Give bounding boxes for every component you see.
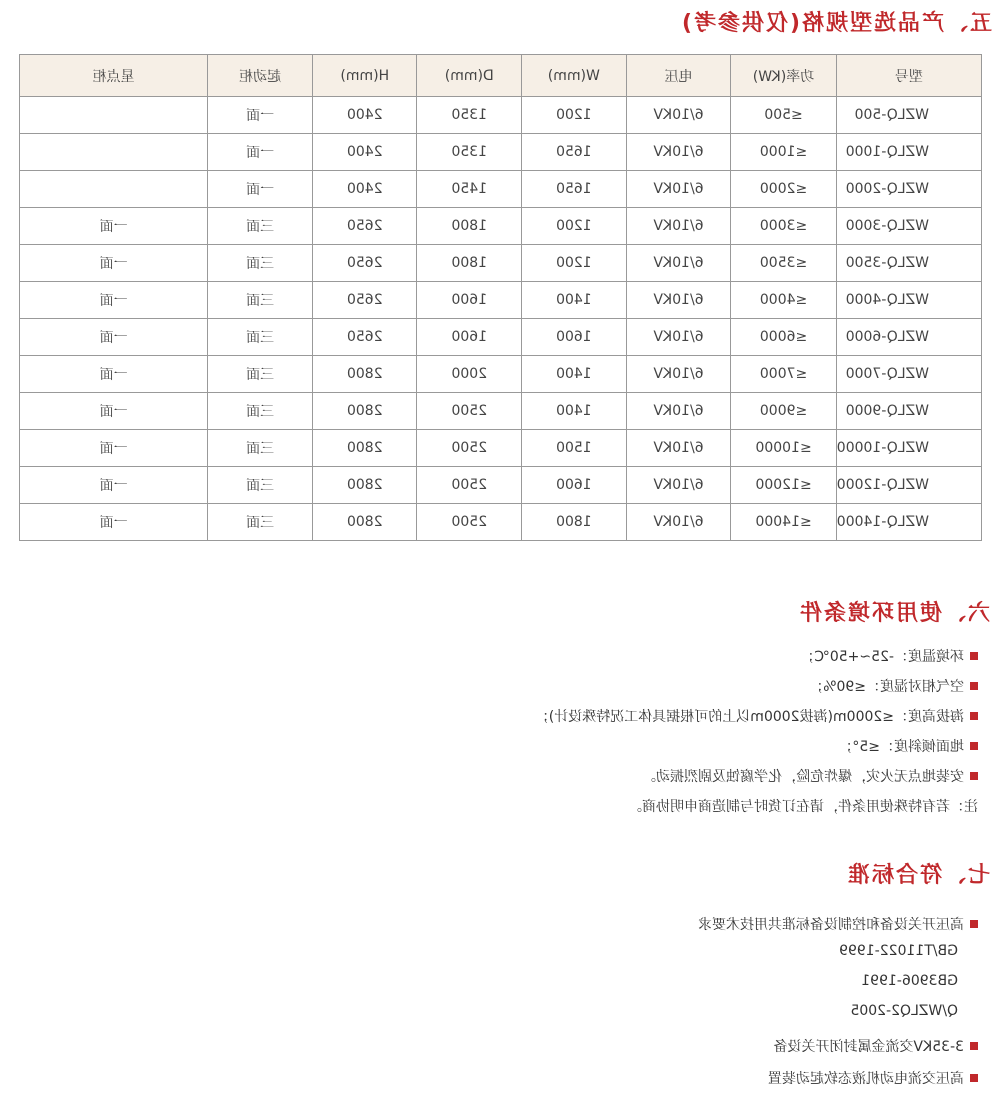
std-code-gbt11022: GB/T11022-1999 [839,943,958,959]
cell-star-point-cabinet [20,97,208,134]
list-item [535,676,978,706]
list-item [698,1036,978,1062]
table-row [20,430,982,467]
cell-voltage: 6/10KV [626,393,731,430]
cell-width: 1200 [521,245,626,282]
standards-list [698,908,978,1094]
bullet-square-icon [970,712,978,720]
spec-section-title: 五、产品选型规格(仅供参考) [679,11,992,36]
cell-model: WZLQ-14000 [836,504,981,541]
cell-star-point-cabinet: 一面 [20,504,208,541]
table-row [20,282,982,319]
cell-model: WZLQ-2000 [836,171,981,208]
cell-voltage: 6/10KV [626,245,731,282]
list-item [698,970,978,1000]
cell-voltage: 6/10KV [626,97,731,134]
table-header-row [20,55,982,97]
list-item [535,736,978,766]
cell-depth: 2500 [417,504,522,541]
bullet-square-icon [970,652,978,660]
table-row [20,356,982,393]
cell-star-point-cabinet: 一面 [20,319,208,356]
bullet-square-icon [970,920,978,928]
table-row [20,171,982,208]
list-item [535,796,978,826]
table-row [20,134,982,171]
std-code-gb3906: GB3906-1991 [861,973,958,989]
table-row [20,208,982,245]
cell-depth: 1350 [417,97,522,134]
cell-height: 2650 [313,208,417,245]
env-section-title: 六、使用环境条件 [797,601,990,626]
cell-power: ≤2000 [731,171,836,208]
bullet-square-icon [970,1042,978,1050]
table-row [20,245,982,282]
cell-starter-cabinet: 三面 [208,356,313,393]
table-row [20,97,982,134]
cell-power: ≤7000 [731,356,836,393]
cell-star-point-cabinet: 一面 [20,245,208,282]
bullet-square-icon [970,682,978,690]
cell-star-point-cabinet: 一面 [20,393,208,430]
header-height: H(mm) [313,55,417,97]
cell-star-point-cabinet: 一面 [20,430,208,467]
cell-width: 1400 [521,356,626,393]
cell-width: 1200 [521,97,626,134]
cell-model: WZLQ-12000 [836,467,981,504]
env-location: 安装地点无火灾，爆炸危险，化学腐蚀及剧烈振动。 [642,769,964,785]
cell-depth: 1450 [417,171,522,208]
std-item-general: 高压开关设备和控制设备标准共用技术要求 [698,917,964,933]
cell-star-point-cabinet: 一面 [20,208,208,245]
cell-height: 2400 [313,97,417,134]
bullet-square-icon [970,1074,978,1082]
cell-starter-cabinet: 三面 [208,504,313,541]
cell-voltage: 6/10KV [626,282,731,319]
cell-depth: 2500 [417,393,522,430]
cell-power: ≤1000 [731,134,836,171]
cell-height: 2650 [313,245,417,282]
cell-depth: 1800 [417,245,522,282]
cell-model: WZLQ-3000 [836,208,981,245]
cell-power: ≤6000 [731,319,836,356]
cell-width: 1650 [521,134,626,171]
header-starter-cabinet: 起动柜 [208,55,313,97]
table-row [20,504,982,541]
env-slope: 地面倾斜度：≤5°； [838,739,964,755]
cell-width: 1600 [521,467,626,504]
cell-height: 2800 [313,393,417,430]
cell-voltage: 6/10KV [626,430,731,467]
env-note: 注：若有特殊使用条件，请在订货时与制造商申明协商。 [628,799,978,815]
spec-table-body [20,97,982,541]
cell-starter-cabinet: 一面 [208,134,313,171]
cell-starter-cabinet: 一面 [208,171,313,208]
cell-voltage: 6/10KV [626,504,731,541]
table-row [20,319,982,356]
cell-depth: 1350 [417,134,522,171]
cell-depth: 2500 [417,430,522,467]
cell-star-point-cabinet: 一面 [20,467,208,504]
cell-voltage: 6/10KV [626,356,731,393]
cell-height: 2800 [313,430,417,467]
cell-voltage: 6/10KV [626,208,731,245]
env-humidity: 空气相对湿度：≤90%； [809,679,964,695]
list-item [535,646,978,676]
header-voltage: 电压 [626,55,731,97]
header-power: 功率(KW) [731,55,836,97]
cell-width: 1600 [521,319,626,356]
cell-power: ≤3000 [731,208,836,245]
cell-width: 1400 [521,393,626,430]
cell-starter-cabinet: 三面 [208,208,313,245]
cell-star-point-cabinet: 一面 [20,356,208,393]
cell-star-point-cabinet: 一面 [20,282,208,319]
cell-voltage: 6/10KV [626,467,731,504]
list-item [535,706,978,736]
list-item [698,940,978,970]
cell-width: 1200 [521,208,626,245]
cell-power: ≤14000 [731,504,836,541]
cell-height: 2400 [313,171,417,208]
cell-model: WZLQ-1000 [836,134,981,171]
cell-starter-cabinet: 三面 [208,245,313,282]
header-depth: D(mm) [417,55,522,97]
cell-height: 2800 [313,356,417,393]
cell-starter-cabinet: 三面 [208,282,313,319]
env-altitude: 海拔高度：≤2000m(海拔2000m以上的可根据具体工况特殊设计)； [534,709,964,725]
bullet-square-icon [970,742,978,750]
cell-starter-cabinet: 三面 [208,430,313,467]
std-section-title: 七、符合标准 [845,863,990,888]
cell-width: 1650 [521,171,626,208]
cell-model: WZLQ-6000 [836,319,981,356]
cell-model: WZLQ-4000 [836,282,981,319]
cell-power: ≤9000 [731,393,836,430]
cell-power: ≤12000 [731,467,836,504]
cell-power: ≤500 [731,97,836,134]
cell-starter-cabinet: 三面 [208,467,313,504]
cell-model: WZLQ-10000 [836,430,981,467]
cell-model: WZLQ-7000 [836,356,981,393]
cell-voltage: 6/10KV [626,319,731,356]
cell-depth: 2000 [417,356,522,393]
cell-power: ≤10000 [731,430,836,467]
cell-height: 2650 [313,282,417,319]
list-item [698,1068,978,1094]
cell-depth: 1600 [417,282,522,319]
std-item-soft-starter: 高压交流电动机液态软起动装置 [768,1071,964,1087]
cell-depth: 1600 [417,319,522,356]
header-width: W(mm) [521,55,626,97]
table-row [20,467,982,504]
bullet-square-icon [970,772,978,780]
cell-star-point-cabinet [20,134,208,171]
cell-model: WZLQ-500 [836,97,981,134]
cell-height: 2800 [313,467,417,504]
cell-voltage: 6/10KV [626,171,731,208]
cell-model: WZLQ-9000 [836,393,981,430]
std-item-switchgear: 3-35KV交流金属封闭开关设备 [773,1039,964,1055]
cell-power: ≤3500 [731,245,836,282]
list-item [698,1000,978,1030]
cell-starter-cabinet: 一面 [208,97,313,134]
list-item [535,766,978,796]
cell-height: 2400 [313,134,417,171]
cell-starter-cabinet: 三面 [208,319,313,356]
list-item [698,914,978,940]
cell-width: 1500 [521,430,626,467]
cell-width: 1400 [521,282,626,319]
cell-depth: 1800 [417,208,522,245]
cell-model: WZLQ-3500 [836,245,981,282]
table-row [20,393,982,430]
cell-depth: 2500 [417,467,522,504]
spec-table [19,54,982,541]
env-conditions-list [535,646,978,826]
cell-width: 1800 [521,504,626,541]
header-star-point-cabinet: 星点柜 [20,55,208,97]
cell-height: 2650 [313,319,417,356]
cell-star-point-cabinet [20,171,208,208]
std-code-qwzlq2: Q/WZLQ2-2005 [850,1003,958,1019]
cell-height: 2800 [313,504,417,541]
cell-voltage: 6/10KV [626,134,731,171]
header-model: 型号 [836,55,981,97]
cell-starter-cabinet: 三面 [208,393,313,430]
env-temperature: 环境温度：-25~+50℃； [800,649,964,665]
cell-power: ≤4000 [731,282,836,319]
